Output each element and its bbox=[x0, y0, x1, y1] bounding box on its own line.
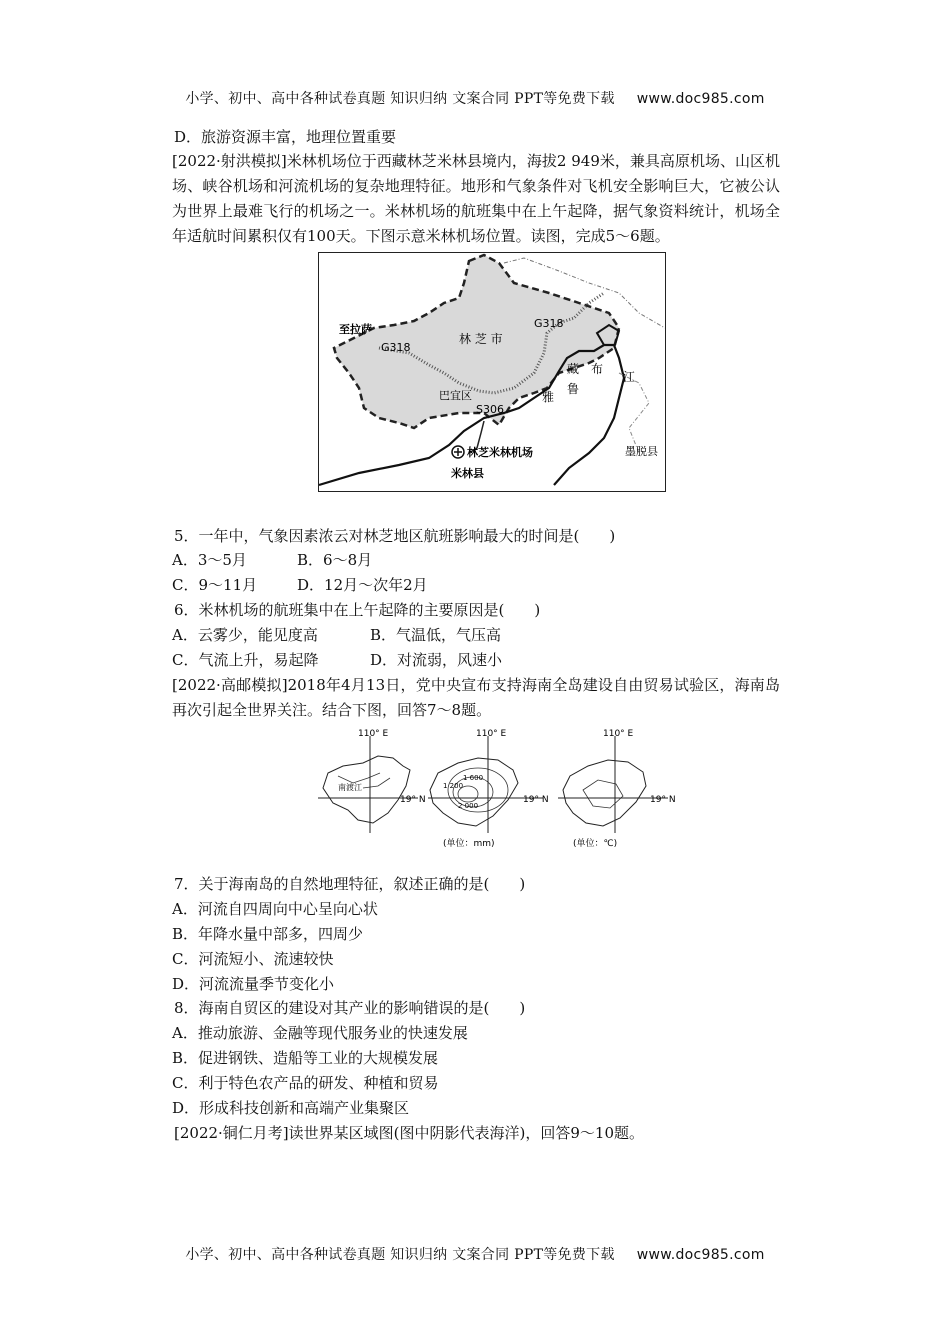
label-city: 林 芝 市 bbox=[459, 332, 503, 346]
header-text: 小学、初中、高中各种试卷真题 知识归纳 文案合同 PPT等免费下载 bbox=[185, 91, 615, 107]
lon-label-2: 110° E bbox=[476, 729, 507, 739]
linzhi-map bbox=[318, 252, 666, 492]
q6-option-d: D．对流弱，风速小 bbox=[370, 651, 503, 669]
label-bu: 布 bbox=[591, 362, 604, 376]
unit-c: (单位：℃) bbox=[573, 839, 618, 849]
lon-label-1: 110° E bbox=[358, 729, 389, 739]
page-footer bbox=[0, 1244, 950, 1264]
q6-option-b: B．气温低，气压高 bbox=[370, 626, 502, 644]
question-6: 6．米林机场的航班集中在上午起降的主要原因是( ) bbox=[174, 601, 541, 619]
question-7: 7．关于海南岛的自然地理特征，叙述正确的是( ) bbox=[174, 875, 526, 893]
lon-label-3: 110° E bbox=[603, 729, 634, 739]
q8-option-c: C．利于特色农产品的研发、种植和贸易 bbox=[172, 1074, 439, 1092]
option-d-previous: D．旅游资源丰富，地理位置重要 bbox=[174, 128, 397, 146]
q8-option-a: A．推动旅游、金融等现代服务业的快速发展 bbox=[172, 1024, 468, 1042]
contour-1600: 1 600 bbox=[463, 774, 484, 782]
unit-mm: (单位：mm) bbox=[443, 839, 495, 849]
footer-site-link[interactable]: www.doc985.com bbox=[636, 1247, 765, 1263]
q7-option-a: A．河流自四周向中心呈向心状 bbox=[172, 900, 378, 918]
label-jiang: 江 bbox=[623, 370, 636, 384]
label-g318-right: G318 bbox=[534, 317, 564, 330]
page-header bbox=[0, 88, 950, 108]
q5-option-b: B．6～8月 bbox=[297, 551, 373, 569]
q5-option-a: A．3～5月 bbox=[172, 551, 247, 569]
label-milin: 米林县 bbox=[451, 467, 484, 480]
q7-option-b: B．年降水量中部多，四周少 bbox=[172, 925, 364, 943]
intro-1-text: [2022·射洪模拟]米林机场位于西藏林芝米林县境内，海拔2 949米，兼具高原机场、山区机场、峡谷机场和河流机场的复杂地理特征。地形和气象条件对飞机安全影响巨大，它被公认为世界上最难飞行的机场之一。米林机场的航班集中在上午起降，据气象资料统计，机场全年适航时间累积仅有100天。下图示意米林机场位置。读图，完成5～6题。 bbox=[172, 152, 780, 245]
intro-paragraph-1 bbox=[172, 149, 780, 249]
q8-option-d: D．形成科技创新和高端产业集聚区 bbox=[172, 1099, 410, 1117]
contour-2000: 2 000 bbox=[458, 802, 479, 810]
q6-option-a: A．云雾少，能见度高 bbox=[172, 626, 318, 644]
q7-option-d: D．河流流量季节变化小 bbox=[172, 975, 335, 993]
q5-option-d: D．12月～次年2月 bbox=[297, 576, 428, 594]
q7-option-c: C．河流短小、流速较快 bbox=[172, 950, 334, 968]
label-lu: 鲁 bbox=[567, 382, 580, 396]
label-s306: S306 bbox=[476, 403, 504, 416]
contour-1200: 1 200 bbox=[443, 782, 464, 790]
boundary-east bbox=[619, 373, 649, 453]
hainan-outline-1 bbox=[323, 756, 410, 823]
question-5: 5．一年中，气象因素浓云对林芝地区航班影响最大的时间是( ) bbox=[174, 527, 616, 545]
label-ya: 雅 bbox=[542, 390, 555, 404]
intro-paragraph-2 bbox=[172, 673, 780, 723]
label-bayi: 巴宜区 bbox=[439, 389, 472, 402]
river-label: 南渡江 bbox=[338, 783, 362, 792]
lat-label-3: 19° N bbox=[650, 795, 676, 805]
lat-label-2: 19° N bbox=[523, 795, 549, 805]
lat-label-1: 19° N bbox=[400, 795, 426, 805]
label-airport: 林芝米林机场 bbox=[467, 446, 533, 459]
hainan-maps-svg bbox=[318, 728, 678, 850]
linzhi-map-svg bbox=[319, 253, 665, 491]
footer-text: 小学、初中、高中各种试卷真题 知识归纳 文案合同 PPT等免费下载 bbox=[185, 1247, 615, 1263]
q8-option-b: B．促进钢铁、造船等工业的大规模发展 bbox=[172, 1049, 439, 1067]
label-to-lhasa: 至拉萨 bbox=[339, 323, 372, 336]
header-site-link[interactable]: www.doc985.com bbox=[636, 91, 765, 107]
label-zang: 藏 bbox=[567, 362, 580, 376]
intro-paragraph-3: [2022·铜仁月考]读世界某区域图(图中阴影代表海洋)，回答9～10题。 bbox=[174, 1124, 644, 1142]
q5-option-c: C．9～11月 bbox=[172, 576, 258, 594]
label-g318-left: G318 bbox=[381, 341, 411, 354]
hainan-outline-3 bbox=[563, 760, 646, 826]
question-8: 8．海南自贸区的建设对其产业的影响错误的是( ) bbox=[174, 999, 526, 1017]
q6-option-c: C．气流上升，易起降 bbox=[172, 651, 319, 669]
label-medog: 墨脱县 bbox=[625, 445, 658, 458]
hainan-maps bbox=[318, 728, 678, 850]
intro-2-text: [2022·高邮模拟]2018年4月13日，党中央宣布支持海南全岛建设自由贸易试验区，海南岛再次引起全世界关注。结合下图，回答7～8题。 bbox=[172, 676, 780, 719]
